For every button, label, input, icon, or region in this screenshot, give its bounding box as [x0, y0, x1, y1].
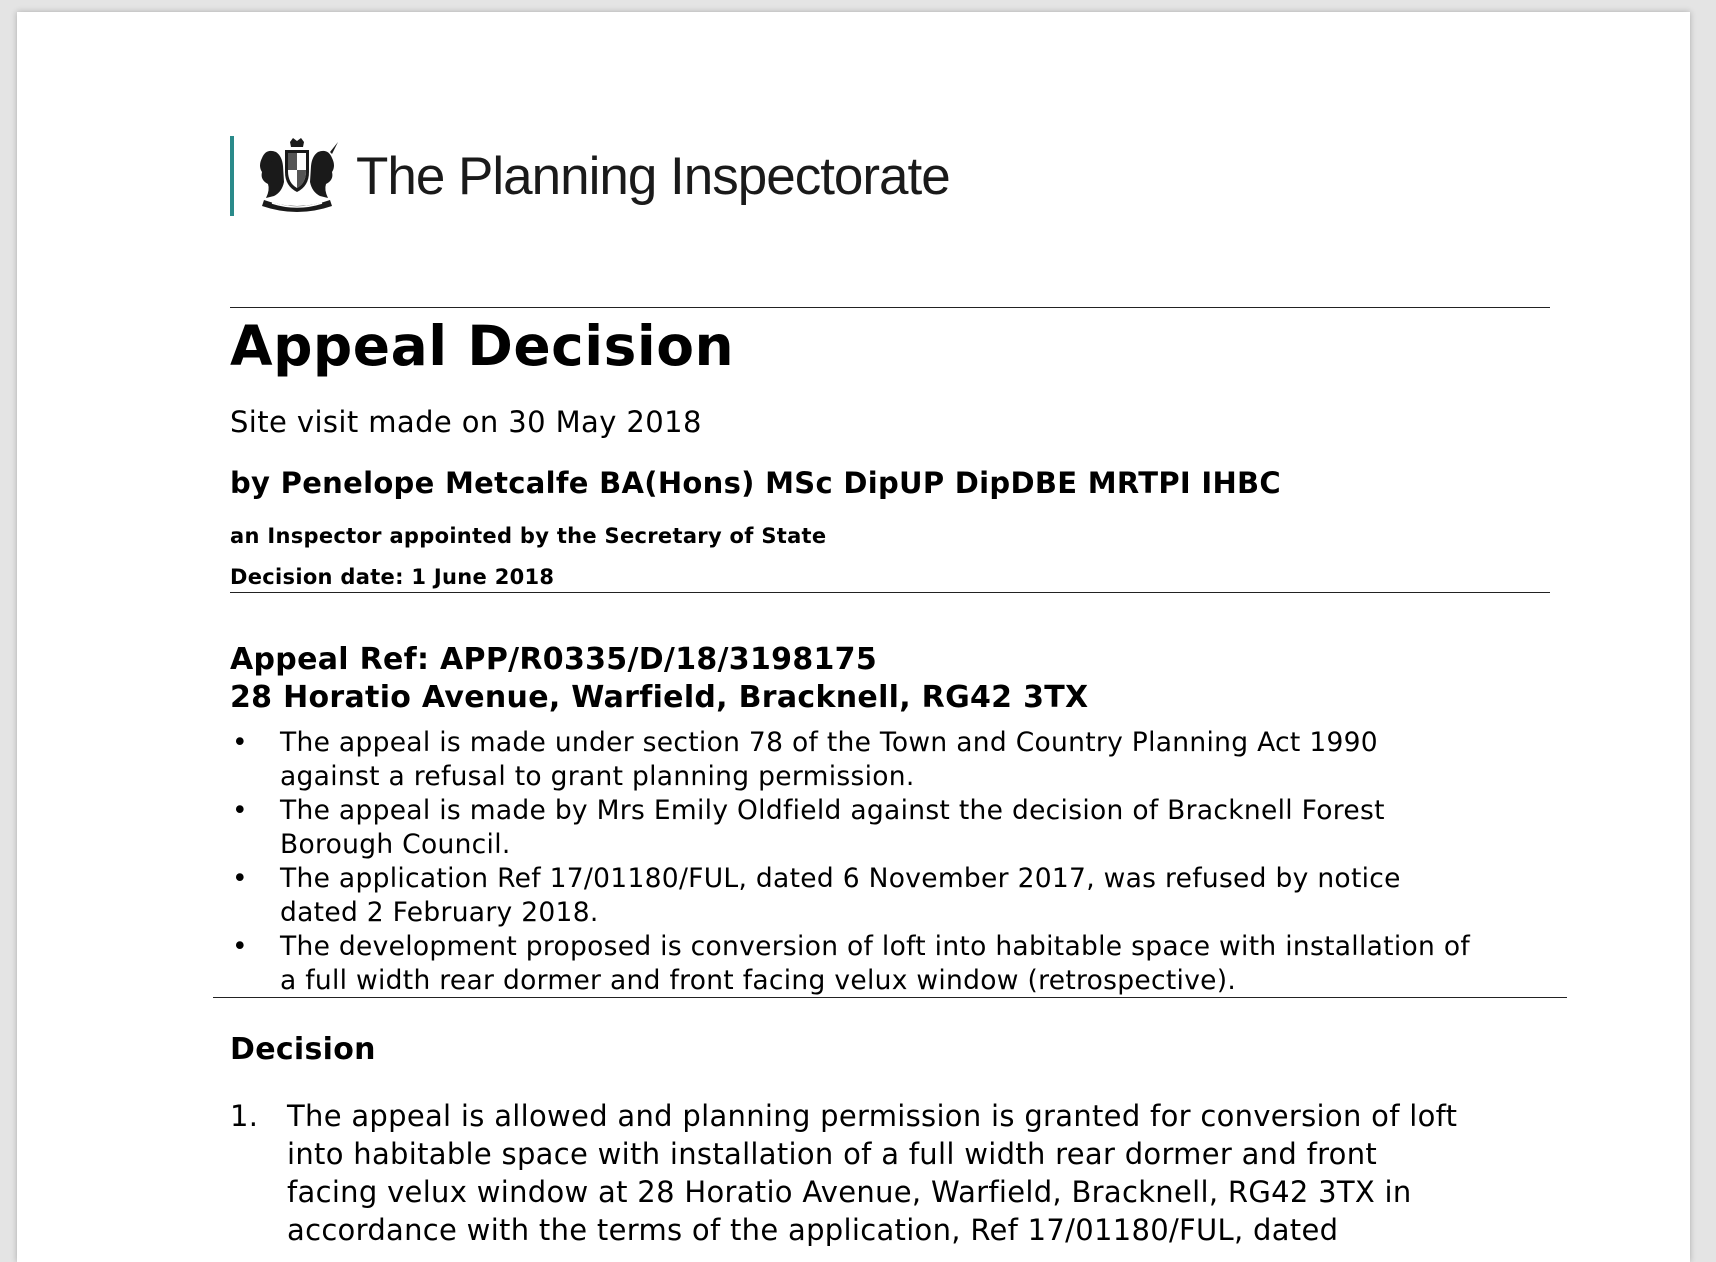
organisation-logo	[230, 136, 950, 216]
list-item	[230, 862, 1550, 930]
decision-date: Decision date: 1 June 2018	[230, 565, 555, 589]
decision-date-divider	[230, 592, 1550, 593]
list-item-text: The appeal is made by Mrs Emily Oldfield against the decision of Bracknell Forest Borough Council.	[280, 795, 1385, 860]
list-item	[230, 726, 1550, 794]
appeal-details-list	[230, 726, 1550, 998]
paragraph-number: 1.	[230, 1099, 259, 1133]
bullet-icon: •	[232, 863, 248, 894]
list-item-text: The appeal is made under section 78 of the Town and Country Planning Act 1990 against a refusal to grant planning permission.	[280, 727, 1378, 792]
bullet-icon: •	[232, 931, 248, 962]
list-item	[230, 794, 1550, 862]
logo-accent-bar	[230, 136, 234, 216]
bullet-icon: •	[232, 727, 248, 758]
appeal-reference: Appeal Ref: APP/R0335/D/18/3198175	[230, 642, 878, 677]
appeal-address: 28 Horatio Avenue, Warfield, Bracknell, RG42 3TX	[230, 680, 1089, 715]
bullet-icon: •	[232, 795, 248, 826]
royal-coat-of-arms-icon	[252, 136, 342, 216]
document-title: Appeal Decision	[230, 314, 735, 378]
decision-paragraph	[230, 1097, 1550, 1249]
list-item	[230, 930, 1550, 998]
details-divider	[213, 997, 1567, 998]
appointed-by-line: an Inspector appointed by the Secretary of State	[230, 524, 827, 548]
header-divider	[230, 307, 1550, 308]
decision-heading: Decision	[230, 1032, 376, 1067]
list-item-text: The application Ref 17/01180/FUL, dated 6 November 2017, was refused by notice dated 2 February 2018.	[280, 863, 1401, 928]
site-visit-line: Site visit made on 30 May 2018	[230, 405, 702, 439]
inspector-line: by Penelope Metcalfe BA(Hons) MSc DipUP DipDBE MRTPI IHBC	[230, 466, 1282, 500]
document-page	[17, 12, 1690, 1262]
list-item-text: The development proposed is conversion of loft into habitable space with installation of a full width rear dormer and front facing velux window (retrospective).	[280, 931, 1470, 996]
paragraph-text: The appeal is allowed and planning permission is granted for conversion of loft into habitable space with installation of a full width rear dormer and front facing velux window at 28 Horatio Avenue, Warfield, Bracknell, RG42 3TX in accordance with the terms of the application, Ref 17/01180/FUL, dated	[287, 1099, 1458, 1247]
organisation-name: The Planning Inspectorate	[356, 146, 950, 206]
